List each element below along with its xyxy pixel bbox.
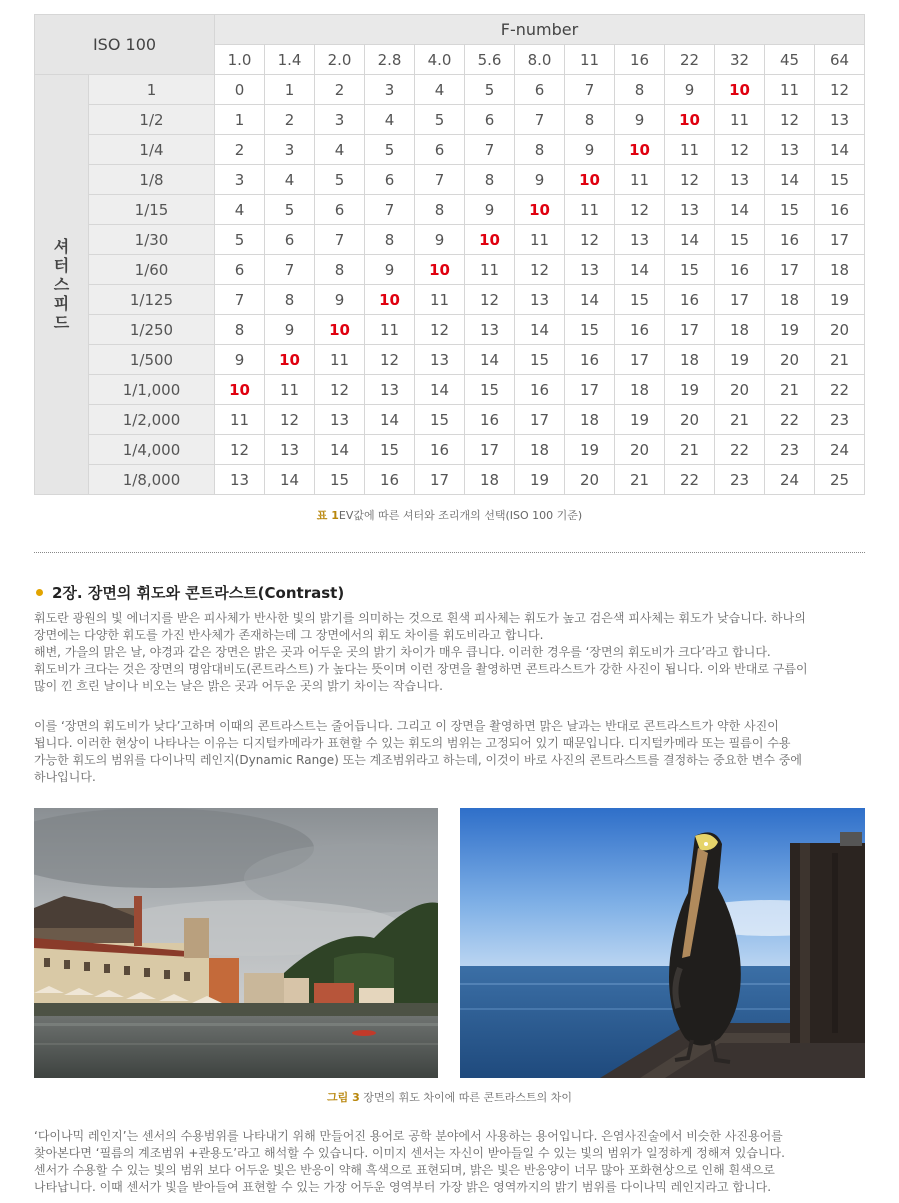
ev-cell: 18 bbox=[515, 435, 565, 465]
ev-table-body bbox=[35, 15, 865, 495]
ev-cell: 5 bbox=[415, 105, 465, 135]
ev-cell: 1 bbox=[265, 75, 315, 105]
ev-cell: 17 bbox=[415, 465, 465, 495]
ev-cell: 19 bbox=[665, 375, 715, 405]
ev-cell-highlighted: 10 bbox=[415, 255, 465, 285]
ev-cell: 12 bbox=[765, 105, 815, 135]
photo-cloudy-town-river bbox=[34, 808, 438, 1078]
figure-caption-text: 장면의 휘도 차이에 따른 콘트라스트의 차이 bbox=[363, 1091, 572, 1104]
table-header-row bbox=[35, 15, 865, 45]
table-row bbox=[35, 195, 865, 225]
ev-cell: 15 bbox=[815, 165, 865, 195]
ev-cell: 20 bbox=[665, 405, 715, 435]
ev-cell: 14 bbox=[465, 345, 515, 375]
ev-cell: 3 bbox=[315, 105, 365, 135]
paragraph-luminance bbox=[34, 610, 865, 695]
ev-cell-highlighted: 10 bbox=[365, 285, 415, 315]
table-row bbox=[35, 225, 865, 255]
ev-cell: 21 bbox=[815, 345, 865, 375]
ev-cell: 9 bbox=[615, 105, 665, 135]
shutter-speed-cell: 1/250 bbox=[89, 315, 215, 345]
ev-cell: 14 bbox=[815, 135, 865, 165]
paragraph-contrast bbox=[34, 718, 865, 786]
fnumber-cell: 5.6 bbox=[465, 45, 515, 75]
paragraph-line: 장면에는 다양한 휘도를 가진 반사체가 존재하는데 그 장면에서의 휘도 차이를 휘도비라고 합니다. bbox=[34, 628, 544, 642]
ev-cell: 14 bbox=[665, 225, 715, 255]
ev-cell: 11 bbox=[415, 285, 465, 315]
ev-cell: 11 bbox=[465, 255, 515, 285]
table-row bbox=[35, 165, 865, 195]
ev-cell: 9 bbox=[465, 195, 515, 225]
shutter-speed-label-char: 스 bbox=[53, 275, 70, 294]
ev-cell: 21 bbox=[615, 465, 665, 495]
shutter-speed-cell: 1/30 bbox=[89, 225, 215, 255]
table-row bbox=[35, 315, 865, 345]
ev-cell: 18 bbox=[565, 405, 615, 435]
ev-cell: 13 bbox=[615, 225, 665, 255]
ev-cell: 17 bbox=[465, 435, 515, 465]
ev-cell: 11 bbox=[365, 315, 415, 345]
ev-cell: 13 bbox=[415, 345, 465, 375]
shutter-speed-label-char: 드 bbox=[53, 313, 70, 332]
shutter-speed-cell: 1/4,000 bbox=[89, 435, 215, 465]
ev-cell: 16 bbox=[515, 375, 565, 405]
ev-cell: 17 bbox=[615, 345, 665, 375]
ev-cell: 15 bbox=[715, 225, 765, 255]
ev-cell: 2 bbox=[215, 135, 265, 165]
ev-cell: 19 bbox=[815, 285, 865, 315]
table-row bbox=[35, 345, 865, 375]
table-caption-number: 표 1 bbox=[316, 509, 339, 522]
ev-cell: 16 bbox=[565, 345, 615, 375]
ev-cell: 4 bbox=[315, 135, 365, 165]
ev-cell: 13 bbox=[515, 285, 565, 315]
ev-cell: 19 bbox=[765, 315, 815, 345]
fnumber-cell: 2.8 bbox=[365, 45, 415, 75]
ev-cell: 8 bbox=[465, 165, 515, 195]
ev-table bbox=[34, 14, 865, 495]
ev-cell: 0 bbox=[215, 75, 265, 105]
table-caption bbox=[0, 507, 899, 523]
ev-cell: 3 bbox=[365, 75, 415, 105]
ev-cell: 6 bbox=[465, 105, 515, 135]
ev-cell: 15 bbox=[315, 465, 365, 495]
ev-cell: 15 bbox=[615, 285, 665, 315]
ev-cell: 18 bbox=[665, 345, 715, 375]
ev-cell: 12 bbox=[665, 165, 715, 195]
ev-cell: 23 bbox=[715, 465, 765, 495]
shutter-speed-label bbox=[35, 75, 89, 495]
ev-cell: 14 bbox=[615, 255, 665, 285]
ev-cell: 5 bbox=[315, 165, 365, 195]
ev-cell: 22 bbox=[815, 375, 865, 405]
ev-cell: 19 bbox=[715, 345, 765, 375]
ev-cell: 14 bbox=[415, 375, 465, 405]
ev-cell: 18 bbox=[465, 465, 515, 495]
ev-cell: 13 bbox=[815, 105, 865, 135]
ev-cell: 17 bbox=[515, 405, 565, 435]
table-row bbox=[35, 105, 865, 135]
ev-cell: 20 bbox=[815, 315, 865, 345]
ev-cell: 13 bbox=[365, 375, 415, 405]
ev-cell: 19 bbox=[515, 465, 565, 495]
ev-cell: 7 bbox=[265, 255, 315, 285]
shutter-speed-cell: 1/15 bbox=[89, 195, 215, 225]
ev-cell: 7 bbox=[365, 195, 415, 225]
ev-cell: 12 bbox=[265, 405, 315, 435]
fnumber-cell: 22 bbox=[665, 45, 715, 75]
ev-cell: 9 bbox=[365, 255, 415, 285]
ev-cell: 12 bbox=[515, 255, 565, 285]
ev-cell: 19 bbox=[615, 405, 665, 435]
ev-cell: 15 bbox=[515, 345, 565, 375]
fnumber-cell: 1.4 bbox=[265, 45, 315, 75]
ev-cell: 11 bbox=[315, 345, 365, 375]
ev-cell: 16 bbox=[665, 285, 715, 315]
ev-cell: 16 bbox=[715, 255, 765, 285]
ev-cell: 11 bbox=[715, 105, 765, 135]
paragraph-line: 나타납니다. 이때 센서가 빛을 받아들여 표현할 수 있는 가장 어두운 영역부터 가장 밝은 영역까지의 밝기 범위를 다이나믹 레인지라고 합니다. bbox=[34, 1180, 772, 1194]
ev-cell: 14 bbox=[365, 405, 415, 435]
ev-cell: 12 bbox=[615, 195, 665, 225]
ev-cell: 18 bbox=[615, 375, 665, 405]
ev-cell: 14 bbox=[315, 435, 365, 465]
ev-cell: 17 bbox=[765, 255, 815, 285]
ev-cell: 12 bbox=[465, 285, 515, 315]
ev-cell: 9 bbox=[565, 135, 615, 165]
ev-cell: 8 bbox=[365, 225, 415, 255]
shutter-speed-label-char: 터 bbox=[53, 256, 70, 275]
photo-pelican-seaside bbox=[460, 808, 865, 1078]
ev-cell: 18 bbox=[815, 255, 865, 285]
ev-cell: 16 bbox=[815, 195, 865, 225]
ev-cell: 14 bbox=[565, 285, 615, 315]
ev-cell: 15 bbox=[365, 435, 415, 465]
ev-cell: 17 bbox=[815, 225, 865, 255]
ev-cell: 12 bbox=[215, 435, 265, 465]
shutter-speed-cell: 1/60 bbox=[89, 255, 215, 285]
ev-cell-highlighted: 10 bbox=[515, 195, 565, 225]
ev-cell: 4 bbox=[215, 195, 265, 225]
ev-cell: 15 bbox=[465, 375, 515, 405]
dotted-divider bbox=[34, 552, 865, 553]
ev-cell: 9 bbox=[315, 285, 365, 315]
ev-cell: 12 bbox=[815, 75, 865, 105]
shutter-speed-cell: 1 bbox=[89, 75, 215, 105]
ev-cell-highlighted: 10 bbox=[465, 225, 515, 255]
ev-cell: 6 bbox=[315, 195, 365, 225]
ev-cell: 5 bbox=[215, 225, 265, 255]
ev-cell: 7 bbox=[315, 225, 365, 255]
shutter-speed-label-char: 셔 bbox=[53, 237, 70, 256]
ev-cell: 4 bbox=[365, 105, 415, 135]
ev-cell: 25 bbox=[815, 465, 865, 495]
ev-cell: 22 bbox=[765, 405, 815, 435]
table-row bbox=[35, 135, 865, 165]
table-row bbox=[35, 435, 865, 465]
ev-cell: 11 bbox=[515, 225, 565, 255]
table-row bbox=[35, 255, 865, 285]
ev-cell: 21 bbox=[715, 405, 765, 435]
ev-cell: 14 bbox=[515, 315, 565, 345]
ev-cell-highlighted: 10 bbox=[565, 165, 615, 195]
ev-cell: 6 bbox=[415, 135, 465, 165]
ev-cell: 6 bbox=[365, 165, 415, 195]
ev-cell: 13 bbox=[265, 435, 315, 465]
section-title-text: 2장. 장면의 휘도와 콘트라스트(Contrast) bbox=[52, 584, 345, 602]
ev-cell: 11 bbox=[765, 75, 815, 105]
ev-cell-highlighted: 10 bbox=[315, 315, 365, 345]
ev-cell: 20 bbox=[765, 345, 815, 375]
table-row bbox=[35, 465, 865, 495]
ev-cell: 12 bbox=[315, 375, 365, 405]
ev-cell-highlighted: 10 bbox=[615, 135, 665, 165]
ev-cell: 18 bbox=[715, 315, 765, 345]
ev-cell: 16 bbox=[615, 315, 665, 345]
paragraph-line: 휘도비가 크다는 것은 장면의 명암대비도(콘트라스트) 가 높다는 뜻이며 이런 장면을 촬영하면 콘트라스트가 강한 사진이 됩니다. 이와 반대로 구름이 bbox=[34, 662, 808, 676]
ev-cell: 16 bbox=[765, 225, 815, 255]
ev-cell: 3 bbox=[265, 135, 315, 165]
ev-cell: 13 bbox=[715, 165, 765, 195]
ev-cell: 23 bbox=[765, 435, 815, 465]
ev-cell: 3 bbox=[215, 165, 265, 195]
ev-cell: 13 bbox=[665, 195, 715, 225]
ev-cell: 7 bbox=[415, 165, 465, 195]
shutter-speed-cell: 1/4 bbox=[89, 135, 215, 165]
ev-cell: 22 bbox=[715, 435, 765, 465]
ev-cell: 16 bbox=[465, 405, 515, 435]
ev-cell: 7 bbox=[465, 135, 515, 165]
ev-cell-highlighted: 10 bbox=[265, 345, 315, 375]
ev-cell: 22 bbox=[665, 465, 715, 495]
ev-cell: 12 bbox=[565, 225, 615, 255]
fnumber-cell: 2.0 bbox=[315, 45, 365, 75]
fnumber-cell: 32 bbox=[715, 45, 765, 75]
paragraph-line: 됩니다. 이러한 현상이 나타나는 이유는 디지털카메라가 표현할 수 있는 휘도의 범위는 고정되어 있기 때문입니다. 디지털카메라 또는 필름이 수용 bbox=[34, 736, 791, 750]
ev-cell: 2 bbox=[265, 105, 315, 135]
ev-cell: 11 bbox=[615, 165, 665, 195]
ev-cell: 15 bbox=[415, 405, 465, 435]
ev-cell: 9 bbox=[265, 315, 315, 345]
ev-cell: 18 bbox=[765, 285, 815, 315]
shutter-speed-cell: 1/125 bbox=[89, 285, 215, 315]
paragraph-line: ‘다이나믹 레인지’는 센서의 수용범위를 나타내기 위해 만들어진 용어로 공학 분야에서 사용하는 용어입니다. 은염사진술에서 비슷한 사진용어를 bbox=[34, 1129, 783, 1143]
ev-cell: 8 bbox=[315, 255, 365, 285]
ev-cell: 8 bbox=[565, 105, 615, 135]
ev-cell: 8 bbox=[515, 135, 565, 165]
table-row bbox=[35, 375, 865, 405]
table-row bbox=[35, 405, 865, 435]
bullet-icon bbox=[36, 589, 43, 596]
ev-cell: 20 bbox=[715, 375, 765, 405]
table-row bbox=[35, 285, 865, 315]
ev-cell: 7 bbox=[565, 75, 615, 105]
ev-cell: 24 bbox=[815, 435, 865, 465]
ev-cell: 5 bbox=[365, 135, 415, 165]
ev-cell: 7 bbox=[515, 105, 565, 135]
fnumber-cell: 4.0 bbox=[415, 45, 465, 75]
ev-cell: 20 bbox=[565, 465, 615, 495]
ev-cell: 17 bbox=[715, 285, 765, 315]
fnumber-cell: 45 bbox=[765, 45, 815, 75]
ev-cell: 20 bbox=[615, 435, 665, 465]
shutter-speed-cell: 1/2,000 bbox=[89, 405, 215, 435]
shutter-speed-cell: 1/1,000 bbox=[89, 375, 215, 405]
figure-caption-number: 그림 3 bbox=[327, 1091, 360, 1104]
ev-cell: 11 bbox=[265, 375, 315, 405]
ev-cell: 15 bbox=[665, 255, 715, 285]
ev-cell: 16 bbox=[365, 465, 415, 495]
ev-cell: 13 bbox=[315, 405, 365, 435]
ev-cell: 5 bbox=[465, 75, 515, 105]
ev-cell: 13 bbox=[215, 465, 265, 495]
shutter-speed-cell: 1/500 bbox=[89, 345, 215, 375]
paragraph-line: 가능한 휘도의 범위를 다이나믹 레인지(Dynamic Range) 또는 계조범위라고 하는데, 이것이 바로 사진의 콘트라스트를 결정하는 중요한 변수 중에 bbox=[34, 753, 802, 767]
ev-cell: 23 bbox=[815, 405, 865, 435]
ev-cell: 8 bbox=[415, 195, 465, 225]
ev-cell: 8 bbox=[215, 315, 265, 345]
ev-cell: 13 bbox=[465, 315, 515, 345]
fnumber-label: F-number bbox=[215, 15, 865, 45]
figure-caption bbox=[0, 1089, 899, 1105]
ev-cell: 6 bbox=[215, 255, 265, 285]
ev-cell: 15 bbox=[765, 195, 815, 225]
shutter-speed-label-char: 피 bbox=[53, 294, 70, 313]
paragraph-line: 해변, 가을의 맑은 날, 야경과 같은 장면은 밝은 곳과 어두운 곳의 밝기 차이가 매우 큽니다. 이러한 경우를 ‘장면의 휘도비가 크다’라고 합니다. bbox=[34, 645, 771, 659]
ev-cell: 8 bbox=[615, 75, 665, 105]
ev-cell: 6 bbox=[265, 225, 315, 255]
ev-cell: 21 bbox=[765, 375, 815, 405]
iso-label: ISO 100 bbox=[35, 15, 215, 75]
ev-cell: 15 bbox=[565, 315, 615, 345]
ev-cell-highlighted: 10 bbox=[665, 105, 715, 135]
ev-cell: 6 bbox=[515, 75, 565, 105]
ev-cell: 17 bbox=[565, 375, 615, 405]
ev-cell: 8 bbox=[265, 285, 315, 315]
ev-cell: 11 bbox=[215, 405, 265, 435]
fnumber-cell: 8.0 bbox=[515, 45, 565, 75]
ev-cell: 9 bbox=[515, 165, 565, 195]
ev-cell: 11 bbox=[565, 195, 615, 225]
ev-cell: 14 bbox=[265, 465, 315, 495]
ev-cell: 9 bbox=[415, 225, 465, 255]
ev-cell: 14 bbox=[715, 195, 765, 225]
paragraph-line: 센서가 수용할 수 있는 빛의 범위 보다 어두운 빛은 반응이 약해 흑색으로 표현되며, 밝은 빛은 반응양이 너무 많아 포화현상으로 인해 흰색으로 bbox=[34, 1163, 775, 1177]
ev-cell: 24 bbox=[765, 465, 815, 495]
paragraph-line: 이를 ‘장면의 휘도비가 낮다’고하며 이때의 콘트라스트는 줄어듭니다. 그리고 이 장면을 촬영하면 맑은 날과는 반대로 콘트라스트가 약한 사진이 bbox=[34, 719, 779, 733]
shutter-speed-cell: 1/8 bbox=[89, 165, 215, 195]
section-title bbox=[36, 582, 344, 603]
paragraph-line: 많이 낀 흐린 날이나 비오는 날은 밝은 곳과 어두운 곳의 밝기 차이는 작습니다. bbox=[34, 679, 443, 693]
ev-cell: 12 bbox=[415, 315, 465, 345]
paragraph-line: 휘도란 광원의 빛 에너지를 받은 피사체가 반사한 빛의 밝기를 의미하는 것으로 흰색 피사체는 휘도가 높고 검은색 피사체는 휘도가 낮습니다. 하나의 bbox=[34, 611, 806, 625]
shutter-speed-cell: 1/2 bbox=[89, 105, 215, 135]
paragraph-dynamic-range bbox=[34, 1128, 865, 1196]
ev-cell: 13 bbox=[765, 135, 815, 165]
fnumber-cell: 11 bbox=[565, 45, 615, 75]
ev-cell: 12 bbox=[715, 135, 765, 165]
ev-cell: 9 bbox=[665, 75, 715, 105]
ev-cell: 4 bbox=[265, 165, 315, 195]
ev-cell: 5 bbox=[265, 195, 315, 225]
ev-cell: 2 bbox=[315, 75, 365, 105]
fnumber-cell: 1.0 bbox=[215, 45, 265, 75]
ev-cell-highlighted: 10 bbox=[715, 75, 765, 105]
ev-cell: 1 bbox=[215, 105, 265, 135]
ev-cell: 16 bbox=[415, 435, 465, 465]
ev-cell: 11 bbox=[665, 135, 715, 165]
ev-cell: 21 bbox=[665, 435, 715, 465]
fnumber-cell: 64 bbox=[815, 45, 865, 75]
ev-cell: 14 bbox=[765, 165, 815, 195]
table-caption-text: EV값에 따른 셔터와 조리개의 선택(ISO 100 기준) bbox=[338, 509, 583, 522]
ev-cell: 13 bbox=[565, 255, 615, 285]
ev-cell: 9 bbox=[215, 345, 265, 375]
paragraph-line: 찾아본다면 ‘필름의 계조범위 +관용도’라고 해석할 수 있습니다. 이미지 센서는 자신이 받아들일 수 있는 빛의 범위가 일정하게 정해져 있습니다. bbox=[34, 1146, 785, 1160]
paragraph-line: 하나입니다. bbox=[34, 770, 96, 784]
ev-cell: 7 bbox=[215, 285, 265, 315]
fnumber-cell: 16 bbox=[615, 45, 665, 75]
ev-cell: 12 bbox=[365, 345, 415, 375]
table-row bbox=[35, 75, 865, 105]
ev-cell: 4 bbox=[415, 75, 465, 105]
ev-cell: 19 bbox=[565, 435, 615, 465]
shutter-speed-cell: 1/8,000 bbox=[89, 465, 215, 495]
ev-cell: 17 bbox=[665, 315, 715, 345]
ev-cell-highlighted: 10 bbox=[215, 375, 265, 405]
